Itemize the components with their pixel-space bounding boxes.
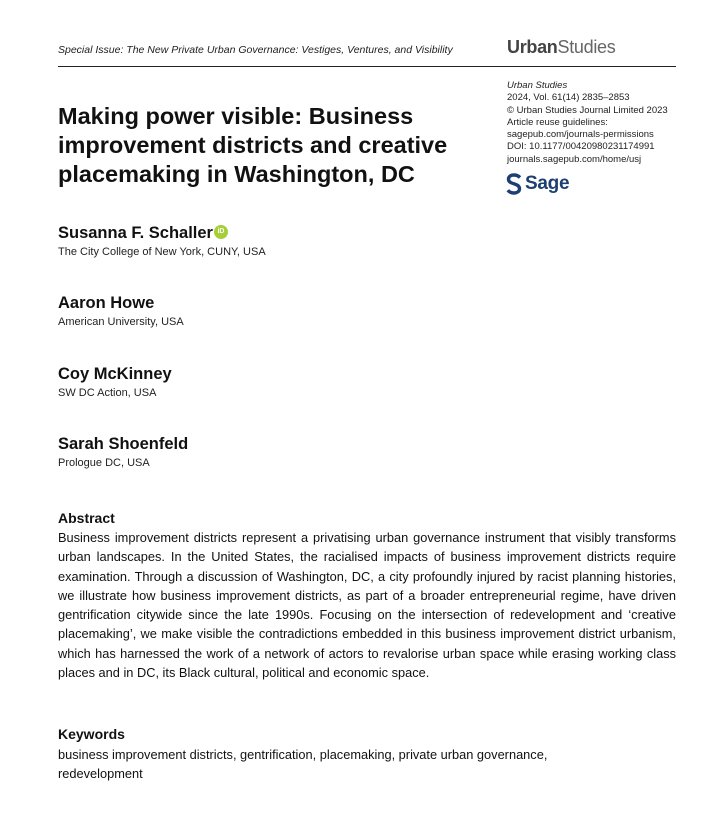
sage-logo <box>506 172 569 196</box>
author-block <box>58 364 458 400</box>
header-divider <box>58 66 676 67</box>
author-block <box>58 434 458 470</box>
brand-bold-text: Urban <box>507 37 558 57</box>
author-name: Aaron Howe <box>58 294 155 312</box>
author-name: Susanna F. Schaller <box>58 224 213 242</box>
orcid-icon[interactable]: iD <box>214 225 228 239</box>
author-name: Coy McKinney <box>58 365 172 383</box>
sage-wordmark: Sage <box>525 173 570 194</box>
author-name: Sarah Shoenfeld <box>58 435 189 453</box>
journal-name: Urban Studies <box>507 80 568 91</box>
journal-brand-logo <box>507 37 615 58</box>
sage-s-icon <box>506 173 522 195</box>
keywords-heading: Keywords <box>58 726 125 742</box>
author-affiliation: American University, USA <box>58 316 184 328</box>
brand-light-text: Studies <box>557 37 616 57</box>
author-block <box>58 293 458 329</box>
reuse-label: Article reuse guidelines: <box>507 116 608 128</box>
special-issue-label: Special Issue: The New Private Urban Governance: Vestiges, Ventures, and Visibility <box>58 44 453 56</box>
abstract-heading: Abstract <box>58 510 115 526</box>
copyright-line: © Urban Studies Journal Limited 2023 <box>507 104 668 116</box>
author-affiliation: The City College of New York, CUNY, USA <box>58 246 266 258</box>
author-block <box>58 223 458 259</box>
reuse-link[interactable]: sagepub.com/journals-permissions <box>507 129 654 141</box>
author-affiliation: SW DC Action, USA <box>58 387 157 399</box>
doi-link[interactable]: DOI: 10.1177/00420980231174991 <box>507 141 655 153</box>
journal-info-block <box>507 80 707 166</box>
article-title: Making power visible: Business improvement districts and creative placemaking in Washington, DC <box>58 103 448 187</box>
journal-home-link[interactable]: journals.sagepub.com/home/usj <box>507 153 642 165</box>
abstract-body: Business improvement districts represent a privatising urban governance instrument that visibly transforms urban landscapes. In the United States, the racialised impacts of business improvement districts require examination. Through a discussion of Washington, DC, a city profoundly injured by racist planning histories, we illustrate how business improvement districts, as part of a broader entrepreneurial regime, have driven gentrification citywide since the late 1990s. Focusing on the intersection of redevelopment and ‘creative placemaking’, we make visible the contradictions embedded in this business improvement district urbanism, which has harnessed the work of a network of actors to revalorise urban space while erasing working class places and in DC, its Black cultural, political and economic space. <box>58 530 676 681</box>
volume-info: 2024, Vol. 61(14) 2835–2853 <box>507 92 630 104</box>
author-affiliation: Prologue DC, USA <box>58 457 150 469</box>
keywords-list: business improvement districts, gentrification, placemaking, private urban governance, redevelopment <box>58 747 548 781</box>
